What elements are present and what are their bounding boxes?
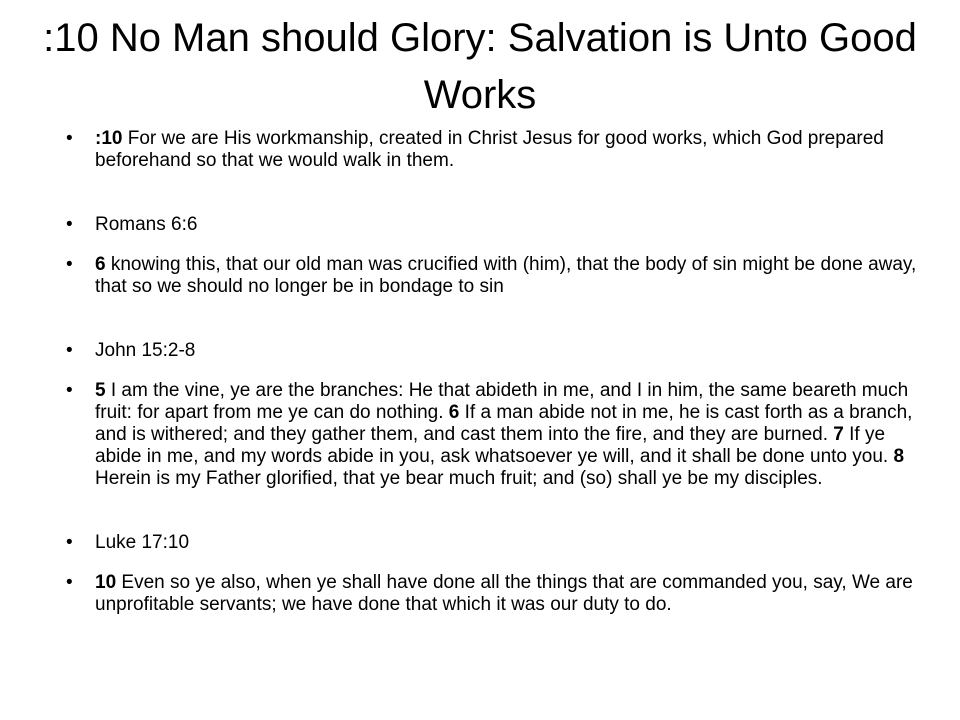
- bullet-dot-icon: •: [66, 380, 73, 401]
- verse-text: Even so ye also, when ye shall have done all the things that are commanded you, say, We are unprofitable servants; we have done that which it was our duty to do.: [95, 572, 913, 615]
- verse-text: knowing this, that our old man was crucified with (him), that the body of sin might be done away, that so we should no longer be in bondage to sin: [95, 254, 917, 297]
- verse-text: Luke 17:10: [95, 532, 190, 553]
- bullet-item: [66, 380, 926, 490]
- verse-number: 7: [833, 424, 844, 445]
- bullet-text: [95, 532, 189, 553]
- bullet-text: [95, 128, 884, 171]
- slide-title: :10 No Man should Glory: Salvation is Unto Good Works: [43, 16, 917, 117]
- verse-text: If ye abide in me, and my words abide in you, ask whatsoever ye will, and it shall be done unto you.: [95, 424, 894, 467]
- bullet-dot-icon: •: [66, 214, 73, 235]
- bullet-dot-icon: •: [66, 532, 73, 553]
- bullet-dot-icon: •: [66, 340, 73, 361]
- verse-number: :10: [95, 128, 123, 149]
- bullet-dot-icon: •: [66, 254, 73, 275]
- bullet-text: [95, 572, 913, 615]
- bullet-dot-icon: •: [66, 572, 73, 593]
- verse-text: Herein is my Father glorified, that ye bear much fruit; and (so) shall ye be my disciples.: [95, 468, 823, 489]
- bullet-text: [95, 214, 197, 235]
- verse-text: If a man abide not in me, he is cast forth as a branch, and is withered; and they gather them, and cast them into the fire, and they are burned.: [95, 402, 913, 445]
- verse-text: I am the vine, ye are the branches: He that abideth in me, and I in him, the same beareth much fruit: for apart from me ye can do nothing.: [95, 380, 909, 423]
- bullet-text: [95, 380, 912, 489]
- bullet-text: [95, 340, 195, 361]
- verse-number: 5: [95, 380, 106, 401]
- bullet-item: [66, 254, 926, 298]
- verse-number: 6: [95, 254, 106, 275]
- bullet-text: [95, 254, 916, 297]
- bullet-item: [66, 532, 926, 554]
- verse-text: John 15:2-8: [95, 340, 196, 361]
- slide-body: [66, 128, 926, 634]
- verse-text: For we are His workmanship, created in Christ Jesus for good works, which God prepared beforehand so that we would walk in them.: [95, 128, 884, 171]
- bullet-item: [66, 214, 926, 236]
- bullet-item: [66, 572, 926, 616]
- bullet-item: [66, 128, 926, 172]
- verse-number: 8: [893, 446, 905, 467]
- verse-text: Romans 6:6: [95, 214, 198, 235]
- verse-number: 6: [448, 402, 460, 423]
- bullet-item: [66, 340, 926, 362]
- bullet-dot-icon: •: [66, 128, 73, 149]
- verse-number: 10: [95, 572, 117, 593]
